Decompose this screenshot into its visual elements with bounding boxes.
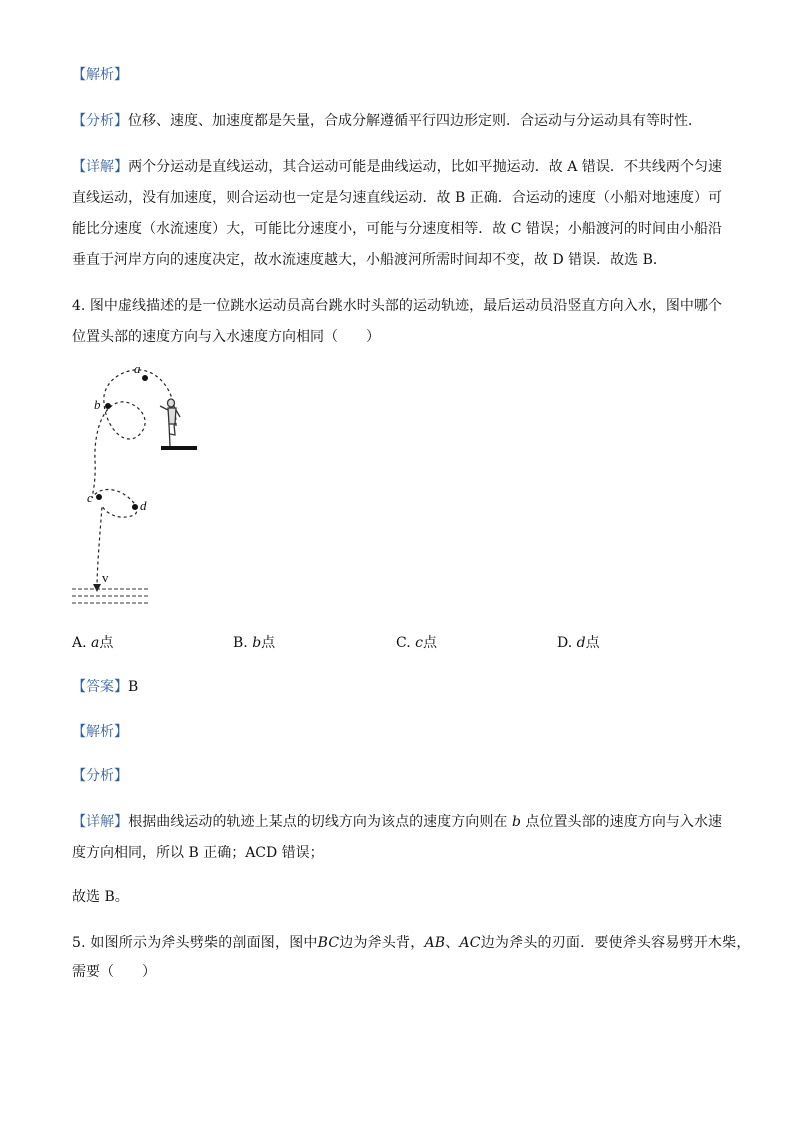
q5-text-d: 边为斧头的刃面．要使斧头容易劈开木柴， <box>480 935 751 951</box>
diving-trajectory-figure <box>64 360 204 610</box>
answer-value: B <box>128 679 139 695</box>
label-d: d <box>140 498 147 513</box>
label-a: a <box>134 361 141 376</box>
q5-stem-l2: 需要（ ） <box>72 964 156 980</box>
point-c <box>96 494 102 500</box>
diver-figure <box>160 399 180 446</box>
q4-stem-l2: 位置头部的速度方向与入水速度方向相同（ ） <box>72 329 380 345</box>
xiangjie-text-1: 两个分运动是直线运动，其合运动可能是曲线运动，比如平抛运动．故 A 错误．不共线两个匀速 <box>128 159 723 175</box>
xiangjie-tag: 【详解】 <box>72 159 129 175</box>
q4-xiangjie-l2: 度方向相同，所以 B 正确；ACD 错误； <box>72 845 324 861</box>
option-a-prefix: A. <box>72 635 87 651</box>
s1-fenxi <box>72 111 702 131</box>
q4-jiexi: 【解析】 <box>72 724 128 740</box>
s1-jiexi: 【解析】 <box>72 67 128 83</box>
option-c-prefix: C. <box>396 635 411 651</box>
option-d-suffix: 点 <box>585 635 600 651</box>
q4-xiangjie-text-a: 根据曲线运动的轨迹上某点的切线方向为该点的速度方向则在 <box>128 814 508 830</box>
s1-xiangjie-l1 <box>72 157 722 177</box>
q4-fenxi: 【分析】 <box>72 768 128 784</box>
q5-var-ac: AC <box>459 935 481 951</box>
q4-xiangjie-l1 <box>72 812 722 832</box>
velocity-arrowhead <box>93 584 101 592</box>
option-a-var: a <box>91 635 100 651</box>
answer-tag: 【答案】 <box>72 679 128 695</box>
q4-option-b <box>233 633 275 653</box>
q4-answer <box>72 677 138 697</box>
q4-xiangjie-var: b <box>511 814 521 830</box>
q4-stem-l1: 4. 图中虚线描述的是一位跳水运动员高台跳水时头部的运动轨迹，最后运动员沿竖直方向入水，图中哪个 <box>72 298 722 314</box>
q4-option-d <box>557 633 600 653</box>
option-b-suffix: 点 <box>261 635 276 651</box>
q5-text-a: 5. 如图所示为斧头劈柴的剖面图，图中 <box>72 935 318 951</box>
s1-xiangjie-l4: 垂直于河岸方向的速度决定，故水流速度越大，小船渡河所需时间却不变，故 D 错误．故选 B． <box>72 252 667 268</box>
point-b <box>105 403 111 409</box>
fenxi-text: 位移、速度、加速度都是矢量，合成分解遵循平行四边形定则．合运动与分运动具有等时性． <box>128 113 702 129</box>
label-c: c <box>87 490 93 505</box>
label-b: b <box>94 397 101 412</box>
option-d-var: d <box>576 635 586 651</box>
point-d <box>132 504 138 510</box>
q4-option-a <box>72 633 113 653</box>
q4-xiangjie-tag: 【详解】 <box>72 814 129 830</box>
option-b-prefix: B. <box>233 635 248 651</box>
s1-xiangjie-l3: 能比分速度（水流速度）大，可能比分速度小，可能与分速度相等．故 C 错误；小船渡河的时间由小船沿 <box>72 221 722 237</box>
option-a-suffix: 点 <box>99 635 114 651</box>
option-b-var: b <box>252 635 262 651</box>
q5-text-c: 、 <box>445 935 460 951</box>
q4-option-c <box>396 633 437 653</box>
s1-xiangjie-l2: 直线运动，没有加速度，则合运动也一定是匀速直线运动．故 B 正确．合运动的速度（小船对地速度）可 <box>72 190 722 206</box>
option-c-suffix: 点 <box>422 635 437 651</box>
q5-stem-l1 <box>72 933 751 953</box>
q4-xiangjie-text-b: 点位置头部的速度方向与入水速 <box>525 814 723 830</box>
q5-var-bc: BC <box>317 935 340 951</box>
label-v: v <box>102 570 109 585</box>
q5-text-b: 边为斧头背， <box>339 935 425 951</box>
point-a <box>142 375 148 381</box>
q5-var-ab: AB <box>424 935 446 951</box>
option-c-var: c <box>415 635 423 651</box>
q4-conclusion: 故选 B。 <box>72 889 129 905</box>
fenxi-tag: 【分析】 <box>72 113 128 129</box>
diving-platform <box>161 446 197 450</box>
option-d-prefix: D. <box>557 635 573 651</box>
trajectory-path <box>92 370 176 590</box>
